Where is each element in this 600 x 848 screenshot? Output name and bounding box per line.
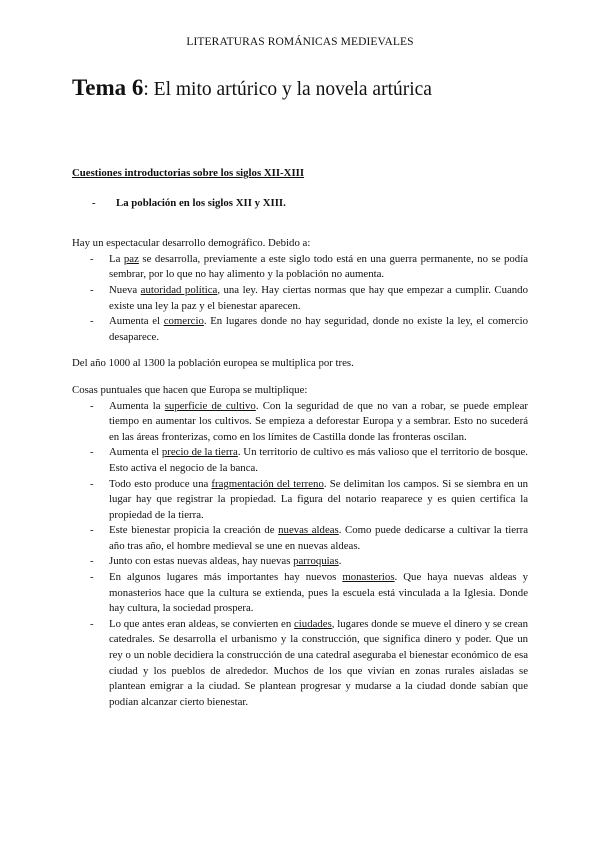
list-item-text-start: Nueva xyxy=(109,283,141,296)
underlined-keyword: autoridad política xyxy=(140,283,218,296)
section-title: Cuestiones introductorias sobre los siglos XII-XIII xyxy=(72,167,305,179)
dash-bullet: - xyxy=(90,283,94,296)
list-item-text-start: Aumenta el xyxy=(109,315,164,328)
list-item xyxy=(72,314,528,345)
dash-bullet: - xyxy=(90,477,94,490)
list-item-text-start: Junto con estas nuevas aldeas, hay nuevas xyxy=(109,555,294,568)
title-text: : El mito artúrico y la novela artúrica xyxy=(143,79,432,100)
intro-paragraph: Hay un espectacular desarrollo demográfico. Debido a: xyxy=(72,237,311,250)
list-item-text-end: se desarrolla, previamente a este siglo todo está en una guerra permanente, no se podía sembrar, por lo que no hay alimento y la población no aumenta. xyxy=(109,252,528,281)
list-item-text-start: Todo esto produce una xyxy=(109,477,212,490)
document-body xyxy=(72,166,528,710)
dash-bullet: - xyxy=(90,571,94,584)
factors-intro-paragraph: Cosas puntuales que hacen que Europa se multiplique: xyxy=(72,383,308,396)
list-item xyxy=(72,554,528,570)
dash-bullet: - xyxy=(90,315,94,328)
underlined-keyword: parroquias xyxy=(293,555,339,568)
dash-bullet: - xyxy=(92,196,96,209)
list-item xyxy=(72,283,528,314)
list-item-text xyxy=(109,554,528,570)
list-item-text-end: . En lugares donde no hay seguridad, donde no existe la ley, el comercio desaparece. xyxy=(109,315,528,343)
list-item-text-end: , lugares donde se mueve el dinero y se crean catedrales. Se desarrolla el urbanismo y la construcción, que significa dinero y poder. Que un rey o un noble decidiera la construcción de una catedral aseguraba el bienestar económico de esa ciudad y los pueblos de alrededor. Muchos de los que vivían en zonas rurales aisladas se plantean emigrar a la ciudad. Se plantean progresar y mudarse a la ciudad donde sabían que podían alcanzar cierto bienestar. xyxy=(109,617,528,708)
list-item-text xyxy=(109,523,528,554)
list-item-text-end: . Se delimitan los campos. Si se siembra en un lugar hay que registrar la propiedad. La figura del notario reaparece y es quien certifica la propiedad de la tierra. xyxy=(109,477,528,521)
list-item xyxy=(72,252,528,283)
list-item-text xyxy=(109,283,528,314)
underlined-keyword: precio de la tierra xyxy=(161,446,238,459)
underlined-keyword: monasterios xyxy=(342,571,395,584)
list-item-text xyxy=(109,399,528,446)
underlined-keyword: nuevas aldeas xyxy=(278,524,339,537)
dash-bullet: - xyxy=(90,524,94,537)
list-item-text-end: , una ley. Hay ciertas normas que hay que empezar a cumplir. Cuando existe una ley la paz y el bienestar aparecen. xyxy=(109,283,528,312)
list-item xyxy=(72,570,528,617)
underlined-keyword: ciudades xyxy=(294,617,332,630)
causes-list xyxy=(72,252,528,346)
list-item-text-start: Lo que antes eran aldeas, se convierten en xyxy=(109,617,295,630)
list-item-text-end: . Un territorio de cultivo es más valioso que el territorio de bosque. Esto activa el negocio de la banca. xyxy=(109,446,528,474)
underlined-keyword: superficie de cultivo xyxy=(164,399,256,412)
list-item-text-end: . Como puede dedicarse a cultivar la tierra año tras año, el hombre medieval se une en nuevas aldeas. xyxy=(109,524,528,552)
factors-list xyxy=(72,399,528,711)
list-item xyxy=(72,477,528,524)
list-item-text-start: En algunos lugares más importantes hay nuevos xyxy=(109,571,343,584)
list-item xyxy=(72,445,528,476)
list-item-text-end: . Con la seguridad de que no van a robar, se puede emplear tiempo en aumentar los cultivos. Se empieza a deforestar Europa y a sembrar. Esto no sucederá en las áreas fronterizas, como en los límites de Castilla donde las fronteras oscilan. xyxy=(109,399,528,443)
title-number: Tema 6 xyxy=(72,75,144,100)
list-item-text-end: . xyxy=(338,555,342,568)
list-item-text-start: Aumenta la xyxy=(109,399,165,412)
underlined-keyword: paz xyxy=(123,252,139,265)
dash-bullet: - xyxy=(90,399,94,412)
list-item-text xyxy=(109,252,528,283)
underlined-keyword: comercio xyxy=(163,315,204,328)
page-title xyxy=(72,75,432,101)
list-item-text-start: Aumenta el xyxy=(109,446,162,459)
list-item-text-start: La xyxy=(109,252,124,265)
list-item-text xyxy=(109,314,528,345)
list-item xyxy=(72,617,528,711)
population-paragraph: Del año 1000 al 1300 la población europea se multiplica por tres. xyxy=(72,357,354,370)
subsection-text: La población en los siglos XII y XIII. xyxy=(116,196,286,209)
list-item-text xyxy=(109,617,528,711)
list-item xyxy=(72,399,528,446)
underlined-keyword: fragmentación del terreno xyxy=(211,477,324,490)
list-item xyxy=(72,523,528,554)
list-item-text-end: . Que haya nuevas aldeas y monasterios hace que la cultura se extienda, pues la escuela está vinculada a la Iglesia. Donde hay cultura, la sociedad prospera. xyxy=(109,571,529,615)
subsection-heading xyxy=(92,196,528,212)
list-item-text xyxy=(109,570,528,617)
dash-bullet: - xyxy=(90,446,94,459)
list-item-text xyxy=(109,477,528,524)
list-item-text xyxy=(109,445,528,476)
dash-bullet: - xyxy=(90,555,94,568)
dash-bullet: - xyxy=(90,617,94,630)
list-item-text-start: Este bienestar propicia la creación de xyxy=(109,524,279,537)
dash-bullet: - xyxy=(90,252,94,265)
running-header: LITERATURAS ROMÁNICAS MEDIEVALES xyxy=(186,36,414,48)
